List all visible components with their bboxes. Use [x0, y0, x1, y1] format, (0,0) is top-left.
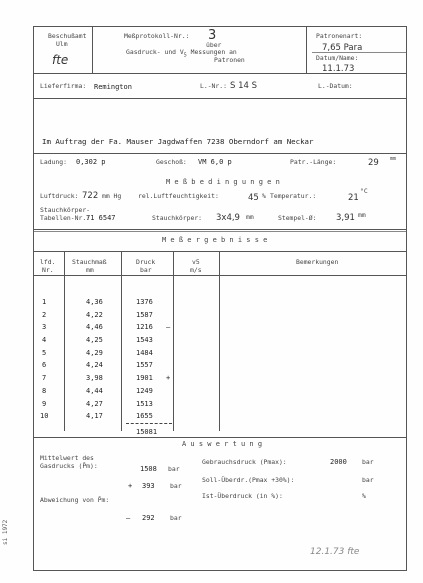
mean-value: 1508 — [140, 465, 157, 473]
minus-deviation-unit: bar — [170, 514, 182, 522]
col-header-no-1: lfd. — [40, 258, 56, 266]
protocol-label: Meßprotokoll-Nr.: — [124, 32, 190, 40]
length-unit: mm — [390, 156, 397, 162]
plus-deviation-unit: bar — [170, 482, 182, 490]
over-label: über — [206, 41, 222, 49]
description-line2: Patronen — [214, 56, 245, 64]
header-divider-right — [306, 27, 307, 73]
druck-value: 1901 — [136, 374, 153, 382]
col-divider-1 — [64, 251, 65, 431]
deviation-label: Abweichung von P̄m: — [40, 496, 110, 504]
druck-value: 1484 — [136, 349, 153, 357]
col-divider-4 — [219, 251, 220, 431]
target-overpressure-unit: bar — [362, 476, 374, 484]
druck-value: 1216 — [136, 323, 153, 331]
row-number: 6 — [42, 361, 47, 369]
air-pressure-label: Luftdruck: — [40, 192, 79, 200]
length-value: 29 — [368, 158, 379, 168]
v-subscript: 5 — [183, 52, 187, 59]
stauch-value: 4,24 — [86, 361, 103, 369]
druck-mark: + — [166, 374, 171, 382]
temperature-label: Temperatur.: — [270, 192, 317, 200]
crusher-size-value: 3x4,9 — [216, 213, 240, 223]
actual-overpressure-unit: % — [362, 492, 366, 500]
humidity-value: 45 — [248, 193, 259, 203]
druck-value: 1513 — [136, 400, 153, 408]
crusher-label-1: Stauchkörper- — [40, 206, 91, 214]
mean-label-2: Gasdrucks (P̄m): — [40, 462, 98, 470]
lot-date-label: L.-Datum: — [318, 82, 353, 90]
row-number: 7 — [42, 374, 47, 382]
charge-label: Ladung: — [40, 158, 67, 166]
stauch-value: 4,27 — [86, 400, 103, 408]
col-divider-3 — [173, 251, 174, 431]
crusher-size-label: Stauchkörper: — [152, 214, 203, 222]
row-number: 1 — [42, 298, 47, 306]
table-header-bottom — [34, 275, 406, 276]
date-value: 11.1.73 — [322, 64, 355, 74]
header-divider-left — [92, 27, 93, 73]
description-part2: Messungen an — [190, 48, 237, 56]
cartridge-type-underline — [312, 52, 406, 53]
sum-line — [126, 423, 172, 424]
cartridge-type-value: 7,65 Para — [322, 43, 363, 53]
col-divider-2 — [121, 251, 122, 431]
row-number: 3 — [42, 323, 47, 331]
row-number: 5 — [42, 349, 47, 357]
mean-unit: bar — [168, 465, 180, 473]
minus-deviation-value: 292 — [142, 514, 155, 522]
piston-unit: mm — [358, 211, 366, 219]
evaluation-heading: A u s w e r t u n g — [182, 440, 263, 448]
minus-sign: – — [126, 514, 131, 522]
cartridge-type-label: Patronenart: — [316, 32, 363, 40]
col-header-stauch-2: mm — [86, 266, 94, 274]
col-header-stauch-1: Stauchmaß — [72, 258, 107, 266]
side-margin-text: si 1972 — [2, 519, 9, 545]
description-part1: Gasdruck- und V — [126, 48, 184, 56]
table-header-top — [34, 251, 406, 252]
results-top-line — [34, 231, 406, 232]
druck-value: 1376 — [136, 298, 153, 306]
stauch-value: 4,29 — [86, 349, 103, 357]
stauch-value: 4,36 — [86, 298, 103, 306]
supplier-bottom-line — [34, 98, 406, 99]
stauch-value: 4,25 — [86, 336, 103, 344]
col-header-v-2: m/s — [190, 266, 202, 274]
col-header-druck-2: bar — [140, 266, 152, 274]
handwritten-bottom-note: 12.1.73 fte — [310, 547, 360, 557]
date-label: Datum/Name: — [316, 54, 359, 62]
crusher-label-2: Tabellen-Nr.: — [40, 214, 91, 222]
col-header-notes: Bemerkungen — [296, 258, 339, 266]
plus-deviation-value: 393 — [142, 482, 155, 490]
bullet-value: VM 6,0 p — [198, 158, 232, 166]
use-pressure-label: Gebrauchsdruck (Pmax): — [202, 458, 287, 466]
air-pressure-value: 722 — [82, 191, 99, 201]
conditions-heading: M e ß b e d i n g u n g e n — [166, 178, 280, 186]
supplier-label: Lieferfirma: — [40, 82, 87, 90]
plus-sign: + — [128, 482, 133, 490]
protocol-number: 3 — [208, 28, 217, 43]
protocol-form — [33, 26, 407, 571]
druck-value: 1249 — [136, 387, 153, 395]
actual-overpressure-label: Ist-Überdruck (in %): — [202, 492, 283, 500]
piston-label: Stempel-Ø: — [278, 214, 317, 222]
stauch-value: 3,98 — [86, 374, 103, 382]
crusher-size-unit: mm — [246, 213, 254, 221]
stauch-value: 4,17 — [86, 412, 103, 420]
col-header-druck-1: Druck — [136, 258, 156, 266]
supplier-name: Remington — [94, 83, 132, 91]
druck-mark: – — [166, 323, 171, 331]
druck-value: 1543 — [136, 336, 153, 344]
results-bottom-line — [34, 437, 406, 438]
mean-label-1: Mittelwert des — [40, 454, 94, 462]
use-pressure-unit: bar — [362, 458, 374, 466]
bullet-label: Geschoß: — [156, 158, 187, 166]
row-number: 4 — [42, 336, 47, 344]
target-overpressure-label: Soll-Überdr.(Pmax +30%): — [202, 476, 295, 484]
lot-number: S 14 S — [230, 81, 258, 91]
lot-label: L.-Nr.: — [200, 82, 227, 90]
col-header-v-1: v5 — [192, 258, 200, 266]
stauch-value: 4,22 — [86, 311, 103, 319]
temperature-unit: °C — [360, 187, 368, 195]
druck-value: 1587 — [136, 311, 153, 319]
length-label: Patr.-Länge: — [290, 158, 337, 166]
stauch-value: 4,46 — [86, 323, 103, 331]
row-number: 9 — [42, 400, 47, 408]
pressure-sum: 15081 — [136, 428, 158, 436]
handwritten-initials: fte — [52, 53, 69, 67]
row-number: 8 — [42, 387, 47, 395]
conditions-bottom-line — [34, 229, 406, 230]
druck-value: 1557 — [136, 361, 153, 369]
humidity-unit: % — [262, 192, 266, 200]
crusher-table-number: 71 6547 — [86, 214, 116, 222]
org-city: Ulm — [56, 40, 68, 48]
stauch-value: 4,44 — [86, 387, 103, 395]
row-number: 2 — [42, 311, 47, 319]
row-number: 10 — [40, 412, 49, 420]
org-name: Beschußamt — [48, 32, 87, 40]
humidity-label: rel.Luftfeuchtigkeit: — [138, 192, 219, 200]
use-pressure-value: 2000 — [330, 458, 347, 466]
order-line: Im Auftrag der Fa. Mauser Jagdwaffen 7238 Oberndorf am Neckar — [42, 137, 314, 146]
order-bottom-line — [34, 153, 406, 154]
air-pressure-unit: mm Hg — [102, 192, 122, 200]
temperature-value: 21 — [348, 193, 359, 203]
charge-value: 0,302 p — [76, 158, 106, 166]
druck-value: 1655 — [136, 412, 153, 420]
results-heading: M e ß e r g e b n i s s e — [162, 236, 268, 244]
col-header-no-2: Nr. — [42, 266, 54, 274]
piston-value: 3,91 — [336, 213, 355, 223]
